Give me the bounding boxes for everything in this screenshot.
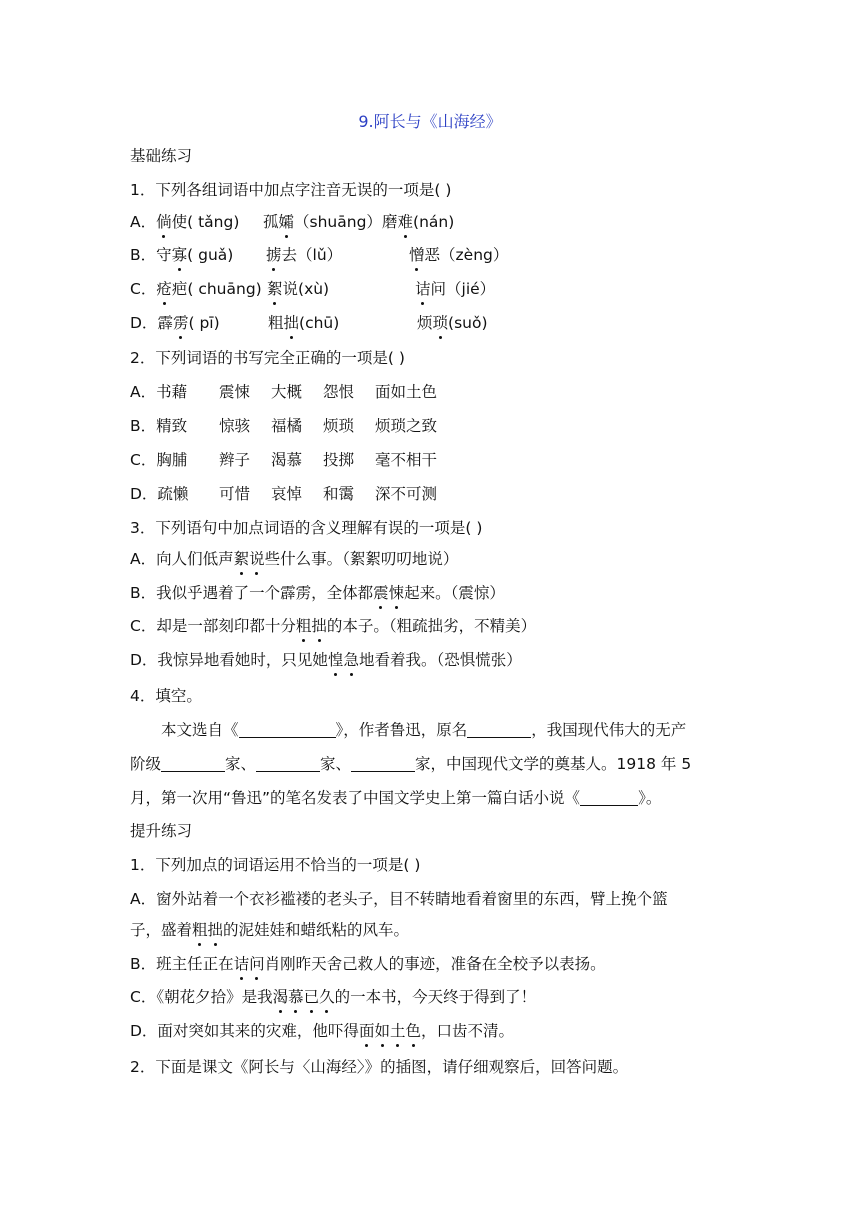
adv-q1-option-b: B．班主任正在诘问肖刚昨天舍己救人的事迹，准备在全校予以表扬。	[130, 955, 606, 973]
q4-para-line2: 阶级 家、 家、 家，中国现代文学的奠基人。1918 年 5	[130, 755, 692, 773]
q3-option-d: D．我惊异地看她时，只见她惶急地看着我。（恐惧慌张）	[130, 651, 522, 669]
blank-role-1[interactable]	[161, 755, 225, 772]
adv-q2-stem: 2．下面是课文《阿长与〈山海经〉》的插图，请仔细观察后，回答问题。	[130, 1058, 629, 1076]
q1-option-d: D．霹雳( pī) 粗拙(chū) 烦琐(suǒ)	[130, 314, 488, 332]
adv-q1-option-a-line2: 子，盛着粗拙的泥娃娃和蜡纸粘的风车。	[130, 921, 410, 939]
adv-q1-option-a-line1: A．窗外站着一个衣衫褴褛的老头子，目不转睛地看着窗里的东西，臂上挽个篮	[130, 890, 668, 908]
q3-option-c: C．却是一部刻印都十分粗拙的本子。（粗疏拙劣，不精美）	[130, 617, 537, 635]
section-heading-basic: 基础练习	[130, 147, 193, 165]
adv-q1-option-c: C．《朝花夕拾》是我渴慕已久的一本书，今天终于得到了！	[130, 988, 537, 1006]
blank-novel-title[interactable]	[580, 789, 638, 806]
blank-original-name[interactable]	[467, 721, 531, 738]
q1-option-b: B．守寡( guǎ) 掳去（lǔ） 憎恶（zèng）	[130, 246, 509, 264]
q3-stem: 3．下列语句中加点词语的含义理解有误的一项是( )	[130, 519, 483, 537]
q4-stem: 4．填空。	[130, 687, 202, 705]
blank-role-3[interactable]	[351, 755, 415, 772]
q4-para-line1: 本文选自《 》，作者鲁迅，原名 ，我国现代伟大的无产	[161, 721, 687, 739]
q1-stem: 1．下列各组词语中加点字注音无误的一项是( )	[130, 181, 452, 199]
q1-option-c: C．疮疤( chuāng) 絮说(xù) 诘问（jié）	[130, 280, 496, 298]
worksheet-page: 9.阿长与《山海经》 基础练习 1．下列各组词语中加点字注音无误的一项是( ) A．倘使( tǎng) 孤孀（shuāng） 磨难(nán) B．守寡( guǎ) 掳去（lǔ） 憎恶（zèng） C．疮疤( chuāng) 絮说(xù) 诘问（jié） D．霹雳( pī) 粗拙(chū) 烦琐(suǒ) 2．下列词语的书写完全正确的一项是( ) A．书藉 震悚 大概 怨恨 面如土色 B．精致 惊骇 福橘 烦琐 烦琐之致 C．胸脯 辫子 渴慕 投掷 毫不相干 D．疏懒 可惜 哀悼 和霭 深不可测 3．下列语句中加点词语的含义理解有误的一项是( ) A．向人们低声絮说些什么事。（絮絮叨叨地说） B．我似乎遇着了一个霹雳，全体都震悚起来。（震惊） C．却是一部刻印都十分粗拙的本子。（粗疏拙劣，不精美） D．我惊异地看她时，只见她惶急地看着我。（恐惧慌张） 4．填空。 本文选自《 》，作者鲁迅，原名 ，我国现代伟大的无产 阶级 家、 家、 家，中国现代文学的奠基人。1918 年 5 月，第一次用“鲁迅”的笔名发表了中国文学史上第一篇白话小说《 》。 提升练习 1．下列加点的词语运用不恰当的一项是( ) A．窗外站着一个衣衫褴褛的老头子，目不转睛地看着窗里的东西，臂上挽个篮 子，盛着粗拙的泥娃娃和蜡纸粘的风车。 B．班主任正在诘问肖刚昨天舍己救人的事迹，准备在全校予以表扬。 C．《朝花夕拾》是我渴慕已久的一本书，今天终于得到了！ D．面对突如其来的灾难，他吓得面如土色，口齿不清。 2．下面是课文《阿长与〈山海经〉》的插图，请仔细观察后，回答问题。	[0, 0, 860, 1216]
q2-stem: 2．下列词语的书写完全正确的一项是( )	[130, 349, 405, 367]
section-heading-advanced: 提升练习	[130, 822, 193, 840]
page-title: 9.阿长与《山海经》	[358, 112, 502, 131]
blank-role-2[interactable]	[256, 755, 320, 772]
adv-q1-option-d: D．面对突如其来的灾难，他吓得面如土色，口齿不清。	[130, 1022, 515, 1040]
blank-source-book[interactable]	[239, 721, 336, 738]
adv-q1-stem: 1．下列加点的词语运用不恰当的一项是( )	[130, 856, 421, 874]
q3-option-a: A．向人们低声絮说些什么事。（絮絮叨叨地说）	[130, 550, 459, 568]
q1-option-a: A．倘使( tǎng) 孤孀（shuāng） 磨难(nán)	[130, 213, 455, 231]
q3-option-b: B．我似乎遇着了一个霹雳，全体都震悚起来。（震惊）	[130, 584, 505, 602]
q4-para-line3: 月，第一次用“鲁迅”的笔名发表了中国文学史上第一篇白话小说《 》。	[130, 789, 662, 807]
